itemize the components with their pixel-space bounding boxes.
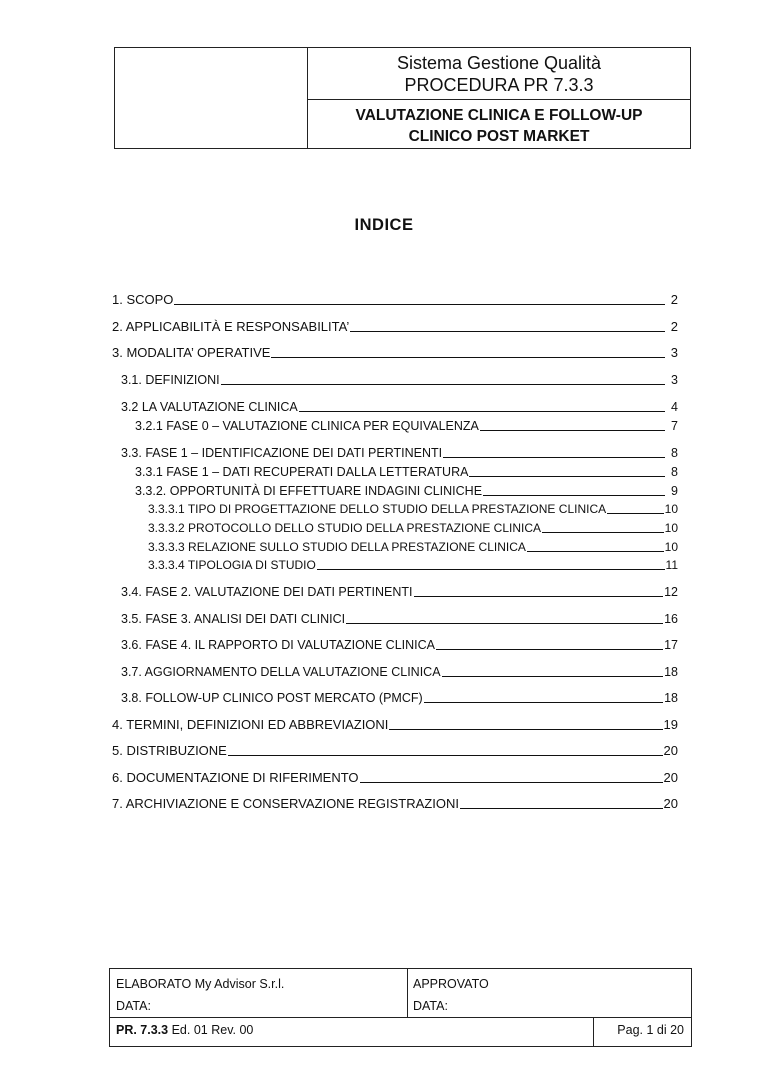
approved-by-label: APPROVATO — [413, 977, 489, 991]
prepared-date-label: DATA: — [116, 999, 151, 1013]
toc-entry[interactable] — [121, 584, 678, 600]
toc-entry-label: 3.6. FASE 4. IL RAPPORTO DI VALUTAZIONE CLINICA — [121, 638, 435, 652]
toc-entry-page: 17 — [664, 638, 678, 652]
toc-entry-page: 3 — [671, 373, 678, 387]
system-name: Sistema Gestione Qualità — [396, 53, 602, 73]
toc-leader — [443, 457, 665, 458]
toc-entry-label: 3.5. FASE 3. ANALISI DEI DATI CLINICI — [121, 612, 346, 626]
toc-leader — [424, 702, 663, 703]
toc-entry[interactable] — [112, 770, 678, 786]
toc-leader — [469, 476, 665, 477]
toc-leader — [271, 357, 665, 358]
toc-leader — [299, 411, 665, 412]
toc-leader — [607, 513, 664, 514]
toc-entry-page: 20 — [663, 770, 678, 785]
toc-leader — [414, 596, 664, 597]
toc-entry-label: 3.4. FASE 2. VALUTAZIONE DEI DATI PERTINENTI — [121, 585, 413, 599]
prepared-by-label: ELABORATO My Advisor S.r.l. — [116, 977, 285, 991]
toc-entry-label: 3.2.1 FASE 0 – VALUTAZIONE CLINICA PER EQUIVALENZA — [135, 419, 479, 433]
edition-revision: Ed. 01 Rev. 00 — [168, 1023, 254, 1037]
toc-entry-page: 3 — [670, 345, 678, 360]
toc-entry-page: 2 — [670, 292, 678, 307]
toc-entry-page: 12 — [664, 585, 678, 599]
toc-entry-label: 7. ARCHIVIAZIONE E CONSERVAZIONE REGISTRAZIONI — [112, 796, 459, 811]
toc-entry[interactable] — [112, 319, 678, 335]
toc-entry[interactable] — [121, 664, 678, 680]
toc-entry[interactable] — [148, 540, 678, 555]
toc-leader — [442, 676, 664, 677]
toc-leader — [346, 623, 663, 624]
toc-leader — [483, 495, 665, 496]
toc-entry-label: 3.1. DEFINIZIONI — [121, 373, 220, 387]
toc-entry-page: 19 — [663, 717, 678, 732]
document-footer-table — [109, 968, 692, 1047]
document-code: PR. 7.3.3 — [116, 1023, 169, 1037]
toc-leader — [228, 755, 663, 756]
system-cell — [308, 48, 690, 100]
toc-entry[interactable] — [112, 292, 678, 308]
toc-leader — [360, 782, 663, 783]
approved-date-label: DATA: — [413, 999, 448, 1013]
toc-entry-page: 8 — [671, 465, 678, 479]
toc-leader — [350, 331, 665, 332]
toc-entry-label: 3.7. AGGIORNAMENTO DELLA VALUTAZIONE CLINICA — [121, 665, 441, 679]
toc-entry-page: 10 — [664, 502, 678, 516]
toc-entry[interactable] — [148, 521, 678, 536]
toc-entry-page: 11 — [665, 558, 678, 572]
toc-entry-label: 3.8. FOLLOW-UP CLINICO POST MERCATO (PMCF) — [121, 691, 423, 705]
toc-entry[interactable] — [121, 372, 678, 388]
footer-divider — [407, 969, 408, 1017]
procedure-title-line1: VALUTAZIONE CLINICA E FOLLOW-UP — [355, 107, 643, 124]
footer-divider — [110, 1017, 691, 1018]
toc-leader — [174, 304, 665, 305]
footer-divider — [593, 1017, 594, 1046]
toc-entry-page: 7 — [671, 419, 678, 433]
toc-entry-page: 20 — [663, 743, 678, 758]
toc-entry-label: 3.3. FASE 1 – IDENTIFICAZIONE DEI DATI PERTINENTI — [121, 446, 443, 460]
toc-entry[interactable] — [121, 445, 678, 461]
toc-entry-page: 18 — [664, 665, 678, 679]
toc-leader — [436, 649, 663, 650]
toc-entry-page: 10 — [664, 540, 678, 554]
toc-entry[interactable] — [112, 717, 678, 733]
toc-leader — [221, 384, 665, 385]
toc-leader — [480, 430, 665, 431]
toc-entry-page: 4 — [671, 400, 678, 414]
toc-leader — [317, 569, 665, 570]
toc-entry-label: 3. MODALITA’ OPERATIVE — [112, 345, 271, 360]
toc-entry[interactable] — [135, 418, 678, 434]
document-revision — [116, 1022, 253, 1038]
procedure-title-line2: CLINICO POST MARKET — [408, 128, 590, 145]
toc-entry[interactable] — [112, 796, 678, 812]
toc-entry-page: 2 — [670, 319, 678, 334]
toc-entry-label: 2. APPLICABILITÀ E RESPONSABILITA’ — [112, 319, 350, 334]
toc-entry[interactable] — [121, 399, 678, 415]
toc-leader — [542, 532, 664, 533]
toc-entry[interactable] — [121, 690, 678, 706]
index-heading: INDICE — [354, 216, 414, 234]
toc-entry-label: 3.3.3.1 TIPO DI PROGETTAZIONE DELLO STUDIO DELLA PRESTAZIONE CLINICA — [148, 502, 607, 516]
document-header-table — [114, 47, 691, 149]
toc-entry[interactable] — [135, 483, 678, 499]
toc-entry-label: 3.3.3.2 PROTOCOLLO DELLO STUDIO DELLA PRESTAZIONE CLINICA — [148, 521, 542, 535]
toc-entry-page: 8 — [671, 446, 678, 460]
toc-entry[interactable] — [148, 558, 678, 573]
toc-entry-page: 16 — [664, 612, 678, 626]
toc-entry-page: 9 — [671, 484, 678, 498]
toc-entry-label: 3.3.2. OPPORTUNITÀ DI EFFETTUARE INDAGINI CLINICHE — [135, 484, 483, 498]
procedure-code: PROCEDURA PR 7.3.3 — [404, 75, 594, 95]
toc-entry-label: 3.3.1 FASE 1 – DATI RECUPERATI DALLA LETTERATURA — [135, 465, 469, 479]
procedure-title-cell — [308, 101, 690, 148]
logo-cell — [115, 48, 308, 148]
toc-entry[interactable] — [112, 743, 678, 759]
toc-entry-label: 6. DOCUMENTAZIONE DI RIFERIMENTO — [112, 770, 359, 785]
toc-entry-label: 5. DISTRIBUZIONE — [112, 743, 227, 758]
toc-entry-label: 3.2 LA VALUTAZIONE CLINICA — [121, 400, 298, 414]
toc-entry-label: 3.3.3.3 RELAZIONE SULLO STUDIO DELLA PRESTAZIONE CLINICA — [148, 540, 526, 554]
toc-entry[interactable] — [121, 637, 678, 653]
toc-entry[interactable] — [112, 345, 678, 361]
toc-entry-label: 3.3.3.4 TIPOLOGIA DI STUDIO — [148, 558, 316, 572]
toc-entry-label: 4. TERMINI, DEFINIZIONI ED ABBREVIAZIONI — [112, 717, 389, 732]
toc-entry[interactable] — [121, 611, 678, 627]
toc-entry-page: 20 — [663, 796, 678, 811]
toc-entry[interactable] — [148, 502, 678, 517]
toc-entry-page: 10 — [664, 521, 678, 535]
toc-leader — [527, 551, 664, 552]
toc-entry[interactable] — [135, 464, 678, 480]
toc-entry-page: 18 — [664, 691, 678, 705]
toc-leader — [460, 808, 663, 809]
toc-leader — [389, 729, 662, 730]
toc-entry-label: 1. SCOPO — [112, 292, 174, 307]
page-number: Pag. 1 di 20 — [617, 1023, 684, 1037]
